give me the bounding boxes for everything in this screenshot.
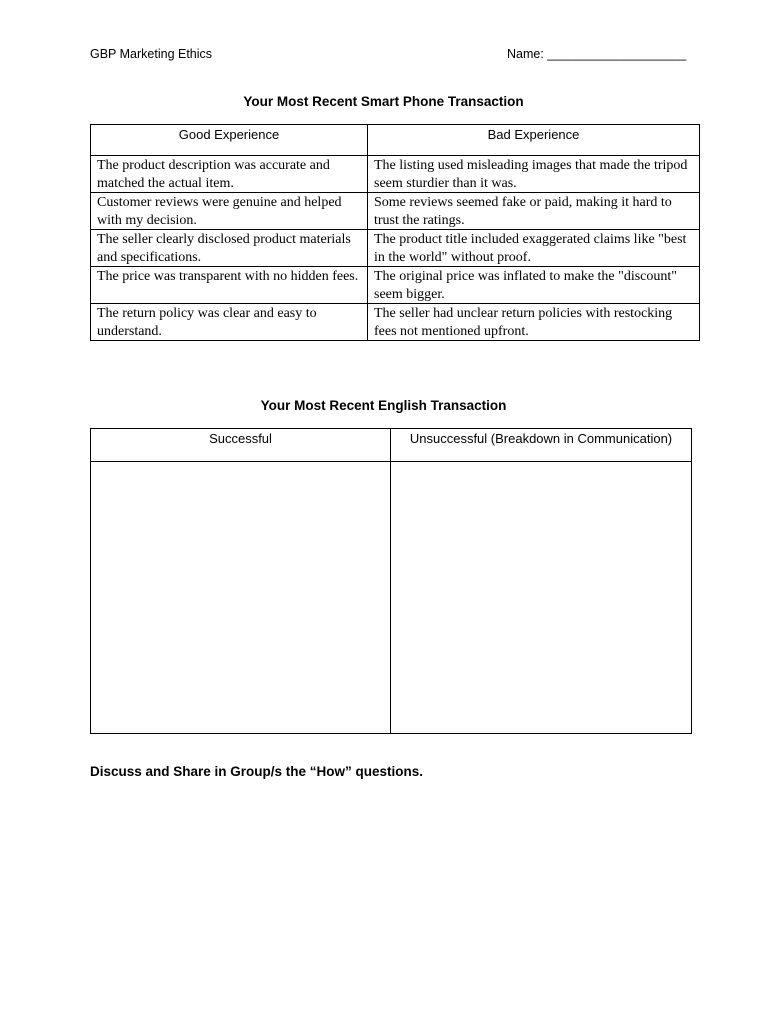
good-cell: The return policy was clear and easy to understand. — [91, 304, 368, 341]
smartphone-transaction-table — [90, 124, 700, 341]
unsuccessful-answer-cell[interactable] — [391, 462, 692, 734]
section1-title: Your Most Recent Smart Phone Transaction — [243, 94, 524, 109]
column-header-bad: Bad Experience — [368, 125, 700, 156]
table-row — [91, 230, 700, 267]
table-row — [91, 193, 700, 230]
column-header-unsuccessful: Unsuccessful (Breakdown in Communication) — [391, 429, 692, 462]
bad-cell: The product title included exaggerated claims like "best in the world" without proof. — [368, 230, 700, 267]
section2-title: Your Most Recent English Transaction — [260, 398, 507, 413]
table-row — [91, 156, 700, 193]
table-row — [91, 304, 700, 341]
good-cell: The seller clearly disclosed product materials and specifications. — [91, 230, 368, 267]
bad-cell: The seller had unclear return policies with restocking fees not mentioned upfront. — [368, 304, 700, 341]
good-cell: The price was transparent with no hidden fees. — [91, 267, 368, 304]
course-title: GBP Marketing Ethics — [90, 47, 213, 61]
english-transaction-table — [90, 428, 692, 734]
table-header-row — [91, 125, 700, 156]
successful-answer-cell[interactable] — [91, 462, 391, 734]
table-header-row — [91, 429, 692, 462]
good-cell: Customer reviews were genuine and helped with my decision. — [91, 193, 368, 230]
bad-cell: The listing used misleading images that made the tripod seem sturdier than it was. — [368, 156, 700, 193]
bad-cell: Some reviews seemed fake or paid, making it hard to trust the ratings. — [368, 193, 700, 230]
discussion-prompt: Discuss and Share in Group/s the “How” questions. — [90, 764, 424, 779]
table-row — [91, 267, 700, 304]
bad-cell: The original price was inflated to make the "discount" seem bigger. — [368, 267, 700, 304]
column-header-successful: Successful — [91, 429, 391, 462]
table-row — [91, 462, 692, 734]
name-field: Name: ____________________ — [507, 47, 687, 61]
column-header-good: Good Experience — [91, 125, 368, 156]
good-cell: The product description was accurate and matched the actual item. — [91, 156, 368, 193]
